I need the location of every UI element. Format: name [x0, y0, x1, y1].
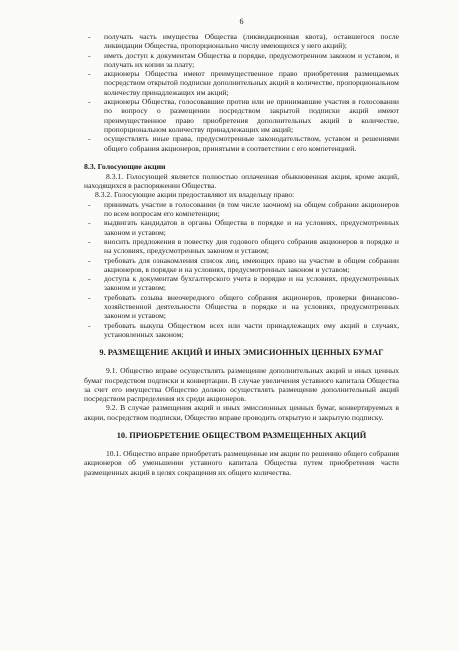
list-item: - акционеры Общества имеют преимущественное право приобретения размещаемых посредством открытой подписки дополнительных акций в количестве, пропорциональном количеству принадлежащих им акций;: [84, 69, 399, 97]
section-9-heading: 9. РАЗМЕЩЕНИЕ АКЦИЙ И ИНЫХ ЭМИСИОННЫХ ЦЕННЫХ БУМАГ: [99, 348, 384, 358]
list-item: - иметь доступ к документам Общества в порядке, предусмотренном законом и уставом, и получать их копии за плату;: [84, 51, 399, 70]
list-item: - получать часть имущества Общества (ликвидационная квота), оставшегося после ликвидации Общества, пропорционально числу имеющихся у него акций);: [84, 32, 399, 51]
list-item: - осуществлять иные права, предусмотренные законодательством, уставом и решениями общего собрания акционеров, принятыми в соответствии с его компетенцией.: [84, 134, 399, 153]
list-item: - требовать выкупа Обществом всех или части принадлежащих ему акций в случаях, установленных законом;: [84, 321, 399, 340]
paragraph-10-1: 10.1. Общество вправе приобретать размещенные им акции по решению общего собрания акционеров об уменьшении уставного капитала Общества путем приобретения части размещенных акций в целях сокращения их общего количества.: [84, 448, 399, 477]
section-8-3-title: 8.3. Голосующие акции: [84, 161, 166, 171]
list-item: - требовать для ознакомления список лиц, имеющих право на участие в общем собрании акционеров, в порядке и на условиях, предусмотренных законом и уставом;: [84, 256, 399, 275]
list-item: - акционеры Общества, голосовавшие против или не принимавшие участия в голосовании по вопросу о размещении посредством закрытой подписки акций имеют преимущественное право приобретения дополнительных акций в количестве, пропорциональном количеству принадлежащих им акций;: [84, 97, 399, 134]
list-item: - доступа к документам бухгалтерского учета в порядке и на условиях, предусмотренных законом и уставом;: [84, 274, 399, 293]
list-item: - принимать участие в голосовании (в том числе заочном) на общем собрании акционеров по всем вопросам его компетенции;: [84, 200, 399, 219]
voting-rights-list: [84, 200, 399, 339]
list-item: - выдвигать кандидатов в органы Общества в порядке и на условиях, предусмотренных законом и уставом;: [84, 218, 399, 237]
section-gap: [84, 153, 399, 162]
page-number: 6: [239, 17, 244, 26]
list-item: - требовать созыва внеочередного общего собрания акционеров, проверки финансово-хозяйственной деятельности Общества в порядке и на условиях, предусмотренных законом и уставом;: [84, 293, 399, 321]
list-item: - вносить предложения в повестку дня годового общего собрания акционеров в порядке и на условиях, предусмотренных законом и уставом;: [84, 237, 399, 256]
paragraph-8-3-2: 8.3.2. Голосующие акции предоставляют их владельцу право:: [95, 190, 295, 200]
paragraph-8-3-1: 8.3.1. Голосующей является полностью оплаченная обыкновенная акция, кроме акций, находящихся в распоряжении Общества.: [84, 171, 399, 191]
paragraph-9-2: 9.2. В случае размещения акций и иных эмиссионных ценных бумаг, конвертируемых в акции, посредством подписки, Общество вправе проводить открытую и закрытую подписку.: [84, 403, 399, 422]
shareholder-rights-list: [84, 32, 399, 153]
paragraph-9-1: 9.1. Общество вправе осуществлять размещение дополнительных акций и иных ценных бумаг посредством подписки и конвертации. В случае увеличения уставного капитала Общества за счет его имущества Общество должно осуществлять размещение дополнительный акций посредством распределения их среди акционеров.: [84, 366, 399, 404]
section-10-heading: 10. ПРИОБРЕТЕНИЕ ОБЩЕСТВОМ РАЗМЕЩЕННЫХ АКЦИЙ: [116, 430, 367, 440]
